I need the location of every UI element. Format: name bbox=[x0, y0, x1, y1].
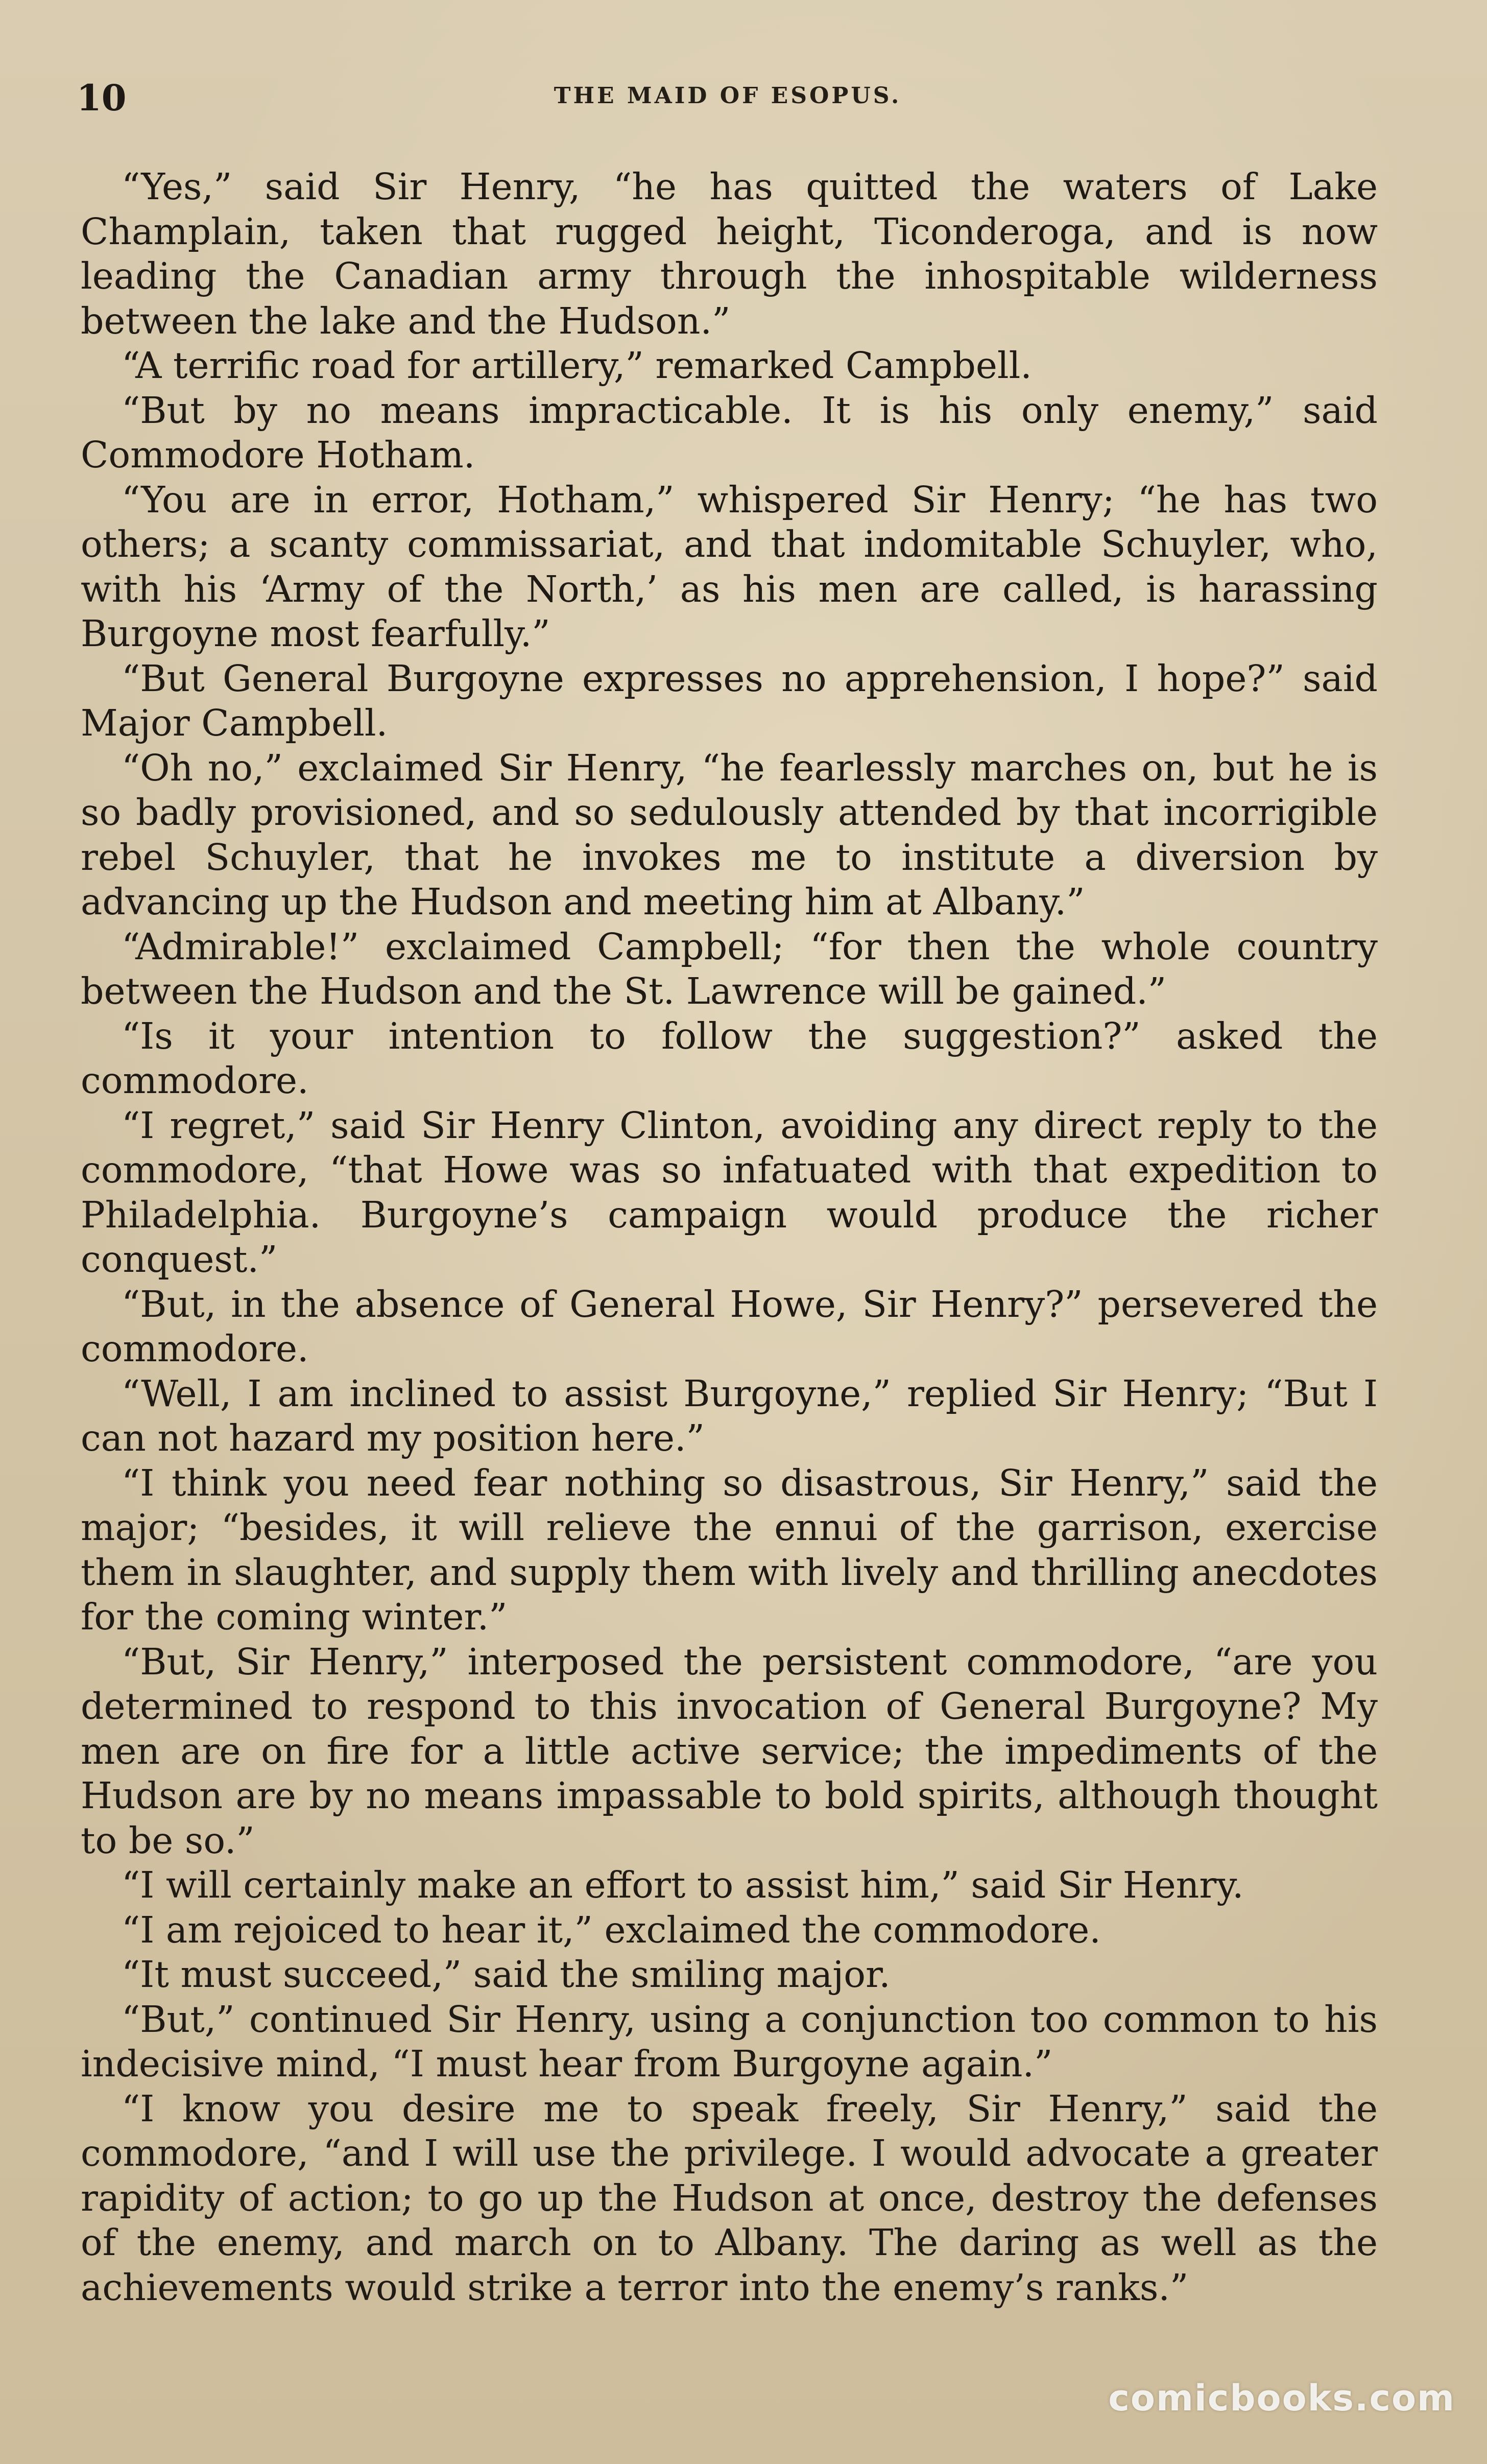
paragraph: “Yes,” said Sir Henry, “he has quitted the waters of Lake Champlain, taken that rugged height, Ticonderoga, and is now leading the Canadian army through the inhospitable wilderness between the lake and the Hudson.” bbox=[81, 165, 1378, 342]
paragraph: “I think you need fear nothing so disastrous, Sir Henry,” said the major; “besides, it will relieve the ennui of the garrison, exercise them in slaughter, and supply them with lively and thrilling anecdotes for the coming winter.” bbox=[81, 1461, 1378, 1638]
paragraph: “I will certainly make an effort to assist him,” said Sir Henry. bbox=[122, 1864, 1244, 1906]
paragraph: “Admirable!” exclaimed Campbell; “for then the whole country between the Hudson and the St. Lawrence will be gained.” bbox=[81, 925, 1378, 1012]
paragraph: “But, Sir Henry,” interposed the persistent commodore, “are you determined to respond to this invocation of General Burgoyne? My men are on fire for a little active service; the impediments of the Hudson are by no means impassable to bold spirits, although thought to be so.” bbox=[81, 1640, 1378, 1862]
page-header bbox=[77, 77, 1379, 117]
paragraph: “Oh no,” exclaimed Sir Henry, “he fearlessly marches on, but he is so badly provisioned, and so sedulously attended by that incorrigible rebel Schuyler, that he invokes me to institute a diversion by advancing up the Hudson and meeting him at Albany.” bbox=[81, 746, 1378, 923]
paragraph: “But by no means impracticable. It is his only enemy,” said Commodore Hotham. bbox=[81, 389, 1378, 476]
paragraph: “You are in error, Hotham,” whispered Sir Henry; “he has two others; a scanty commissariat, and that indomitable Schuyler, who, with his ‘Army of the North,’ as his men are called, is harassing Burgoyne most fearfully.” bbox=[81, 478, 1378, 655]
paragraph: “I regret,” said Sir Henry Clinton, avoiding any direct reply to the commodore, “that Howe was so infatuated with that expedition to Philadelphia. Burgoyne’s campaign would produce the richer conquest.” bbox=[81, 1104, 1378, 1281]
paragraph: “I am rejoiced to hear it,” exclaimed the commodore. bbox=[122, 1908, 1101, 1951]
paragraph: “But General Burgoyne expresses no apprehension, I hope?” said Major Campbell. bbox=[81, 657, 1378, 744]
paragraph: “Is it your intention to follow the suggestion?” asked the commodore. bbox=[81, 1014, 1378, 1102]
watermark: comicbooks.com bbox=[1108, 2377, 1455, 2419]
paragraph: “But,” continued Sir Henry, using a conjunction too common to his indecisive mind, “I must hear from Burgoyne again.” bbox=[81, 1998, 1378, 2085]
paragraph: “A terrific road for artillery,” remarked Campbell. bbox=[122, 344, 1032, 387]
running-head: THE MAID OF ESOPUS. bbox=[554, 83, 902, 109]
body-text bbox=[81, 164, 1378, 2310]
paragraph: “Well, I am inclined to assist Burgoyne,” replied Sir Henry; “But I can not hazard my position here.” bbox=[81, 1372, 1378, 1459]
page-number: 10 bbox=[77, 77, 127, 119]
paragraph: “But, in the absence of General Howe, Sir Henry?” persevered the commodore. bbox=[81, 1283, 1378, 1370]
paragraph: “I know you desire me to speak freely, Sir Henry,” said the commodore, “and I will use the privilege. I would advocate a greater rapidity of action; to go up the Hudson at once, destroy the defenses of the enemy, and march on to Albany. The daring as well as the achievements would strike a terror into the enemy’s ranks.” bbox=[81, 2087, 1378, 2309]
paragraph: “It must succeed,” said the smiling major. bbox=[122, 1953, 891, 1996]
